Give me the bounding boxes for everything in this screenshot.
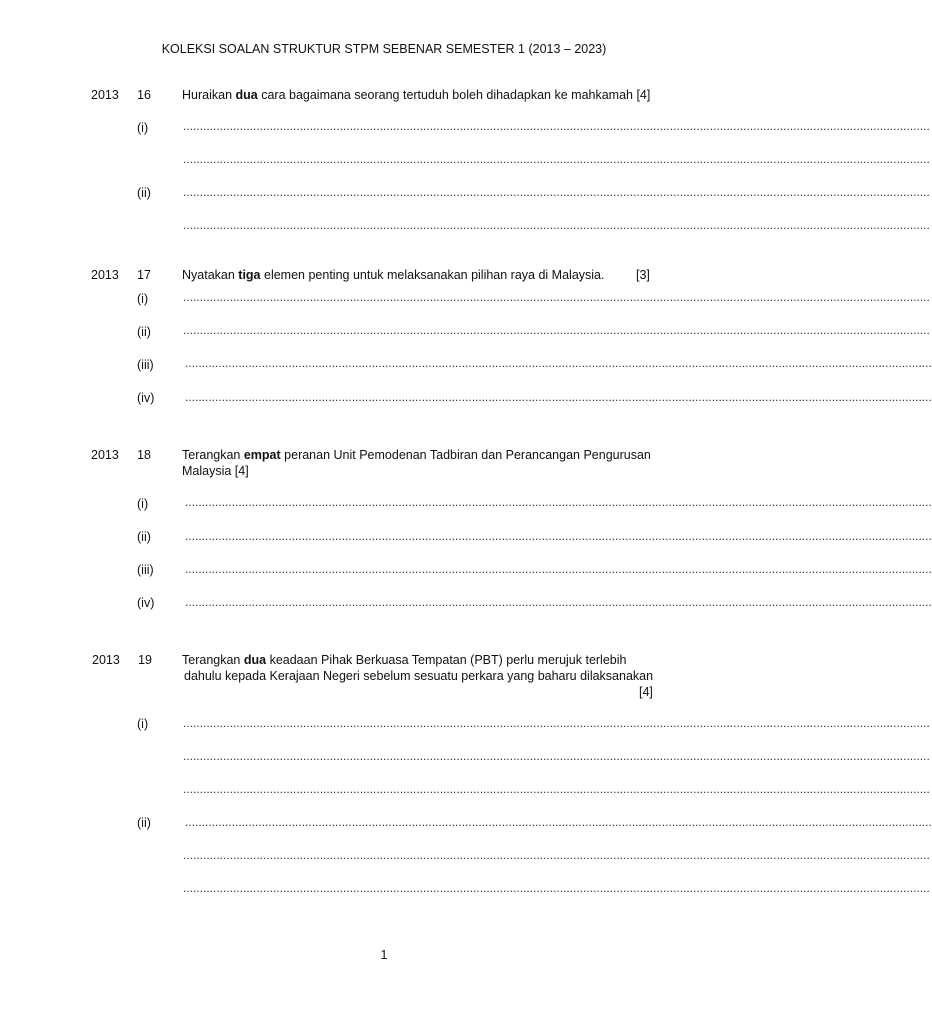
answer-label: (iii): [137, 358, 154, 372]
answer-line: ................................................................................................................................................................................................................................: [183, 323, 930, 337]
answer-line: ................................................................................................................................................................................................................................: [183, 782, 930, 796]
question-text: Nyatakan tiga elemen penting untuk melaksanakan pilihan raya di Malaysia.: [182, 268, 605, 282]
answer-line: ................................................................................................................................................................................................................................: [185, 595, 932, 609]
question-marks: [3]: [636, 268, 650, 282]
answer-label: (ii): [137, 325, 151, 339]
question-text: Terangkan empat peranan Unit Pemodenan Tadbiran dan Perancangan Pengurusan Malaysia [4]: [182, 448, 651, 478]
answer-line: ................................................................................................................................................................................................................................: [183, 119, 930, 133]
answer-line: ................................................................................................................................................................................................................................: [183, 218, 930, 232]
question-year: 2013: [91, 268, 119, 282]
answer-line: ................................................................................................................................................................................................................................: [183, 749, 930, 763]
page-number: 1: [380, 948, 388, 962]
answer-line: ................................................................................................................................................................................................................................: [185, 815, 932, 829]
question-number: 19: [138, 653, 152, 667]
answer-label: (iv): [137, 391, 155, 405]
answer-label: (ii): [137, 816, 151, 830]
answer-line: ................................................................................................................................................................................................................................: [183, 290, 930, 304]
answer-line: ................................................................................................................................................................................................................................: [185, 562, 932, 576]
answer-label: (i): [137, 717, 149, 731]
answer-label: (ii): [137, 186, 151, 200]
answer-label: (iii): [137, 563, 154, 577]
question-number: 16: [137, 88, 151, 102]
answer-line: ................................................................................................................................................................................................................................: [185, 529, 932, 543]
answer-label: (i): [137, 121, 149, 135]
question-marks: [4]: [639, 685, 653, 699]
question-number: 17: [137, 268, 151, 282]
answer-label: (iv): [137, 596, 155, 610]
answer-line: ................................................................................................................................................................................................................................: [183, 881, 930, 895]
question-year: 2013: [91, 88, 119, 102]
answer-label: (i): [137, 497, 149, 511]
question-year: 2013: [91, 448, 119, 462]
answer-label: (ii): [137, 530, 151, 544]
question-text: Huraikan dua cara bagaimana seorang tertuduh boleh dihadapkan ke mahkamah [4]: [182, 88, 651, 102]
answer-line: ................................................................................................................................................................................................................................: [183, 716, 930, 730]
question-year: 2013: [92, 653, 120, 667]
answer-label: (i): [137, 292, 149, 306]
answer-line: ................................................................................................................................................................................................................................: [183, 848, 930, 862]
answer-line: ................................................................................................................................................................................................................................: [183, 185, 930, 199]
question-number: 18: [137, 448, 151, 462]
question-text: Terangkan dua keadaan Pihak Berkuasa Tempatan (PBT) perlu merujuk terlebih: [182, 653, 627, 667]
answer-line: ................................................................................................................................................................................................................................: [185, 390, 932, 404]
answer-line: ................................................................................................................................................................................................................................: [183, 152, 930, 166]
answer-line: ................................................................................................................................................................................................................................: [185, 495, 932, 509]
question-text-line2: dahulu kepada Kerajaan Negeri sebelum sesuatu perkara yang baharu dilaksanakan: [184, 669, 654, 683]
answer-line: ................................................................................................................................................................................................................................: [185, 356, 932, 370]
page-header: KOLEKSI SOALAN STRUKTUR STPM SEBENAR SEMESTER 1 (2013 – 2023): [161, 42, 607, 56]
